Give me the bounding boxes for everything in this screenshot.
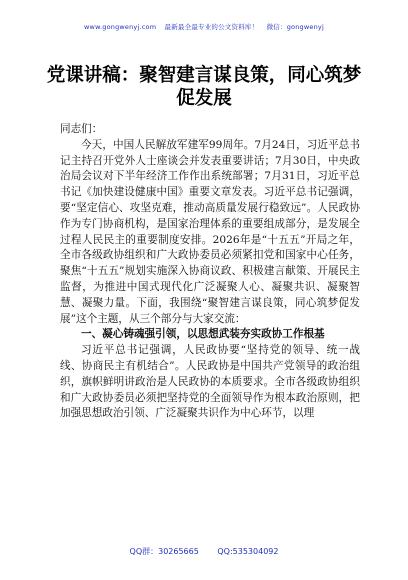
document-body [60,122,360,422]
header-slogan: 最新最全最专业的公文资料库！ [164,23,259,31]
document-title: 党课讲稿：聚智建言谋良策，同心筑梦促发展 [46,65,362,109]
section-heading-1: 一、凝心铸魂强引领，以思想武装夯实政协工作根基 [81,328,325,341]
footer-qq: QQ:535304092 [217,547,279,556]
page-header [0,22,408,31]
paragraph-intro: 今天，中国人民解放军建军99周年。7月24日，习近平总书记主持召开党外人士座谈会并发表重要讲话；7月30日，中央政治局会议对下半年经济工作作出系统部署；7月31日，习近平总书记《加快建设健康中国》重要文章发表。习近平总书记强调，要“坚定信心、攻坚克难，推动高质量发展行稳致远”。人民政协作为专门协商机构，是国家治理体系的重要组成部分，是发展全过程人民民主的重要制度安排。2026年是“十五五”开局之年，全市各级政协组织和广大政协委员必须紧扣党和国家中心任务，聚焦“十五五”规划实施深入协商议政、积极建言献策、开展民主监督，为推进中国式现代化广泛凝聚人心、凝聚共识、凝聚智慧、凝聚力量。下面，我围绕“聚智建言谋良策，同心筑梦促发展”这个主题，从三个部分与大家交流： [60,138,360,325]
footer-qq-group: QQ群：30265665 [129,547,199,556]
page-footer [0,546,408,557]
paragraph-section-1: 习近平总书记强调，人民政协要“坚持党的领导、统一战线、协商民主有机结合”。人民政协是中国共产党领导的政治组织，旗帜鲜明讲政治是人民政协的本质要求。全市各级政协组织和广大政协委员必须把坚持党的全面领导作为根本政治原则，把加强思想政治引领、广泛凝聚共识作为中心环节，以理 [60,344,360,420]
header-site-link[interactable]: www.gongwenyj.com [84,23,157,31]
header-wechat: 微信：gongwenyj [266,23,324,31]
salutation: 同志们： [60,123,103,135]
